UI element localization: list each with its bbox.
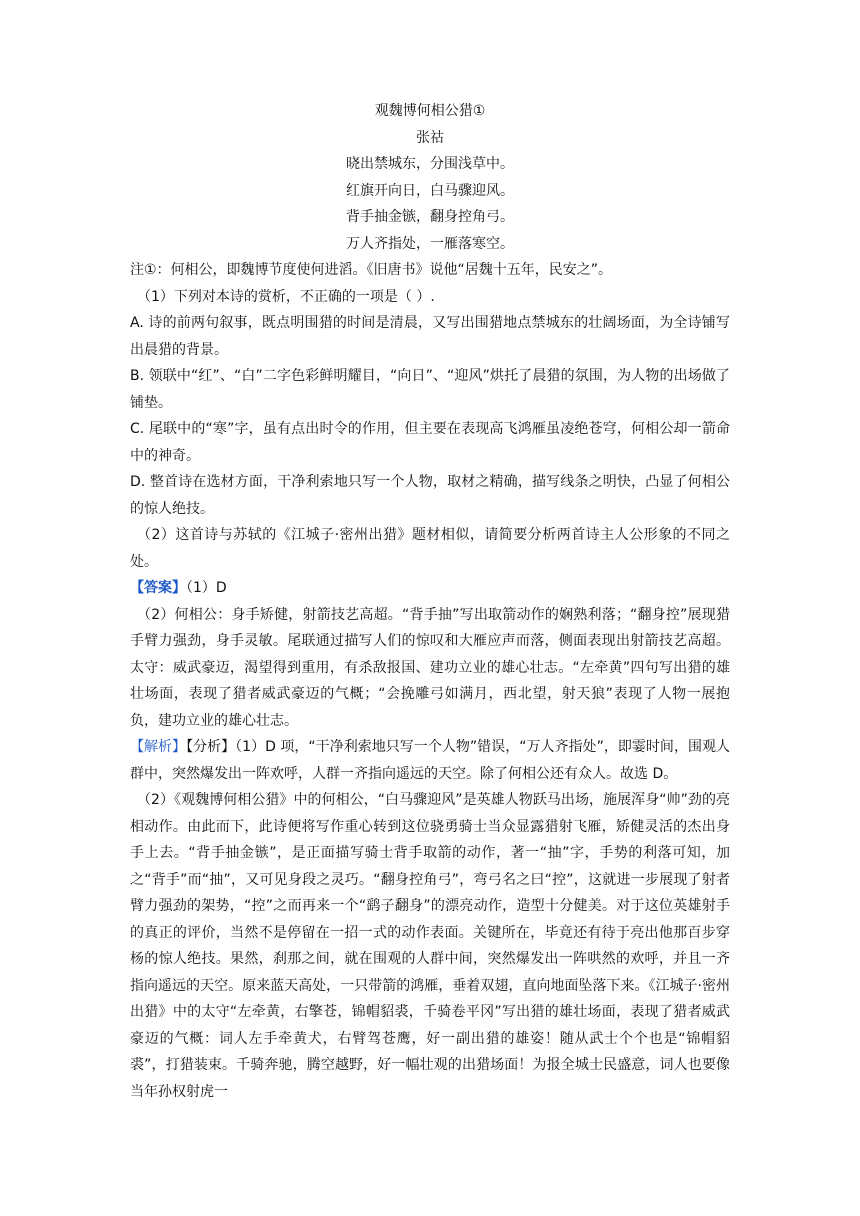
option-b: B. 领联中“红”、“白”二字色彩鲜明耀目，“向日”、“迎风”烘托了晨猎的氛围，为人物的出场做了铺垫。	[130, 368, 730, 411]
poem-line: 背手抽金镞，翻身控角弓。	[346, 209, 514, 225]
poem-line: 万人齐指处，一雁落寒空。	[346, 235, 514, 252]
analysis-sub-tag: 【分析】	[186, 739, 236, 755]
question-2: （2）这首诗与苏轼的《江城子·密州出猎》题材相似，请简要分析两首诗主人公形象的不同之处。	[130, 527, 730, 570]
option-c: C. 尾联中的“寒”字，虽有点出时令的作用，但主要在表现高飞鸿雁虽凌绝苍穹，何相公却一箭命中的神奇。	[130, 421, 730, 464]
option-a: A. 诗的前两句叙事，既点明围猎的时间是清晨，又写出围猎地点禁城东的壮阔场面，为全诗铺写出晨猎的背景。	[130, 315, 730, 358]
analysis-line	[130, 734, 730, 787]
footnote: 注①：何相公，即魏博节度使何进滔。《旧唐书》说他“居魏十五年，民安之”。	[130, 262, 613, 278]
poem-line: 红旗开向日，白马骤迎风。	[346, 182, 514, 199]
option-d: D. 整首诗在选材方面，干净利索地只写一个人物，取材之精确，描写线条之明快，凸显了何相公的惊人绝技。	[130, 474, 730, 517]
analysis-part-1: （1）D 项，“干净利索地只写一个人物”错误，“万人齐指处”，即霎时间，围观人群中，突然爆发出一阵欢呼，人群一齐指向遥远的天空。除了何相公还有众人。故选 D。	[130, 739, 730, 782]
answer-part-1: （1）D	[186, 580, 227, 596]
poem-line: 晓出禁城东，分围浅草中。	[346, 156, 514, 172]
answer-line	[130, 575, 730, 602]
analysis-tag: 【解析】	[130, 739, 187, 755]
document-page	[130, 98, 730, 1105]
question-1-stem: （1）下列对本诗的赏析，不正确的一项是（ ）.	[137, 288, 435, 305]
answer-tag: 【答案】	[130, 580, 186, 596]
analysis-part-2: （2）《观魏博何相公猎》中的何相公，“白马骤迎风”是英雄人物跃马出场，施展浑身“帅”劲的亮相动作。由此而下，此诗便将写作重心转到这位骁勇骑士当众显露猎射飞雁，矫健灵活的杰出身手上去。“背手抽金镞”，是正面描写骑士背手取箭的动作，著一“抽”字，手势的利落可知，加之“背手”而“抽”，又可见身段之灵巧。“翻身控角弓”，弯弓名之曰“控”，这就进一步展现了射者臂力强劲的架势，“控”之而再来一个“鹞子翻身”的漂亮动作，造型十分健美。对于这位英雄射手的真正的评价，当然不是停留在一招一式的动作表面。关键所在，毕竟还有待于亮出他那百步穿杨的惊人绝技。果然，刹那之间，就在围观的人群中间，突然爆发出一阵哄然的欢呼，并且一齐指向遥远的天空。原来蓝天高处，一只带箭的鸿雁，垂着双翅，直向地面坠落下来。《江城子·密州出猎》中的太守“左牵黄，右擎苍，锦帽貂裘，千骑卷平冈”写出猎的雄壮场面，表现了猎者威武豪迈的气概：词人左手牵黄犬，右臂驾苍鹰，好一副出猎的雄姿！随从武士个个也是“锦帽貂裘”，打猎装束。千骑奔驰，腾空越野，好一幅壮观的出猎场面！为报全城士民盛意，词人也要像当年孙权射虎一	[130, 792, 730, 1100]
poem-author: 张祜	[416, 129, 444, 146]
answer-part-2: （2）何相公：身手矫健，射箭技艺高超。“背手抽”写出取箭动作的娴熟利落；“翻身控”展现猎手臂力强劲，身手灵敏。尾联通过描写人们的惊叹和大雁应声而落，侧面表现出射箭技艺高超。太守：威武豪迈，渴望得到重用，有杀敌报国、建功立业的雄心壮志。“左牵黄”四句写出猎的雄壮场面，表现了猎者威武豪迈的气概；“会挽雕弓如满月，西北望，射天狼”表现了人物一展抱负，建功立业的雄心壮志。	[130, 606, 730, 729]
poem-title: 观魏博何相公猎①	[374, 103, 486, 119]
